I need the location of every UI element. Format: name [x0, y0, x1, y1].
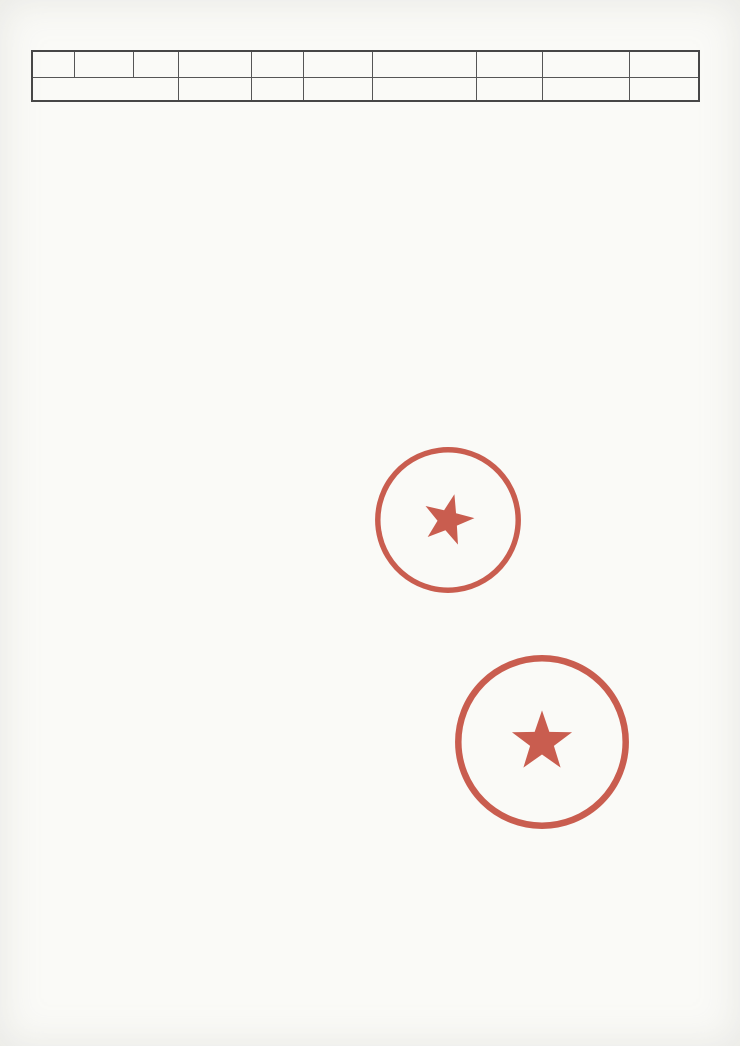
subtotal-total-sum: [373, 77, 477, 101]
subtotal-avg-price: [303, 77, 372, 101]
subtotal-area: [179, 77, 252, 101]
company-seal-stamp-icon: [353, 425, 542, 614]
header-total-price: [373, 51, 477, 77]
header-room-no: [133, 51, 178, 77]
header-area-below: [251, 51, 303, 77]
header-unit-price: [303, 51, 372, 77]
subtotal-empty-cell: [543, 77, 630, 101]
subtotal-row: [32, 77, 699, 101]
header-seq: [32, 51, 74, 77]
housing-bureau-seal-stamp-icon: [449, 649, 635, 835]
header-delivery-standard: [543, 51, 630, 77]
star-icon: [512, 710, 572, 767]
header-house-type: [477, 51, 543, 77]
subtotal-label: [32, 77, 179, 101]
header-building-no: [74, 51, 133, 77]
header-area-above: [179, 51, 252, 77]
subtotal-empty-cell: [630, 77, 699, 101]
header-row: [32, 51, 699, 77]
subtotal-avg-label: [251, 77, 303, 101]
housing-price-table: [31, 50, 700, 102]
header-remark: [630, 51, 699, 77]
subtotal-empty-cell: [477, 77, 543, 101]
star-icon: [418, 488, 478, 547]
